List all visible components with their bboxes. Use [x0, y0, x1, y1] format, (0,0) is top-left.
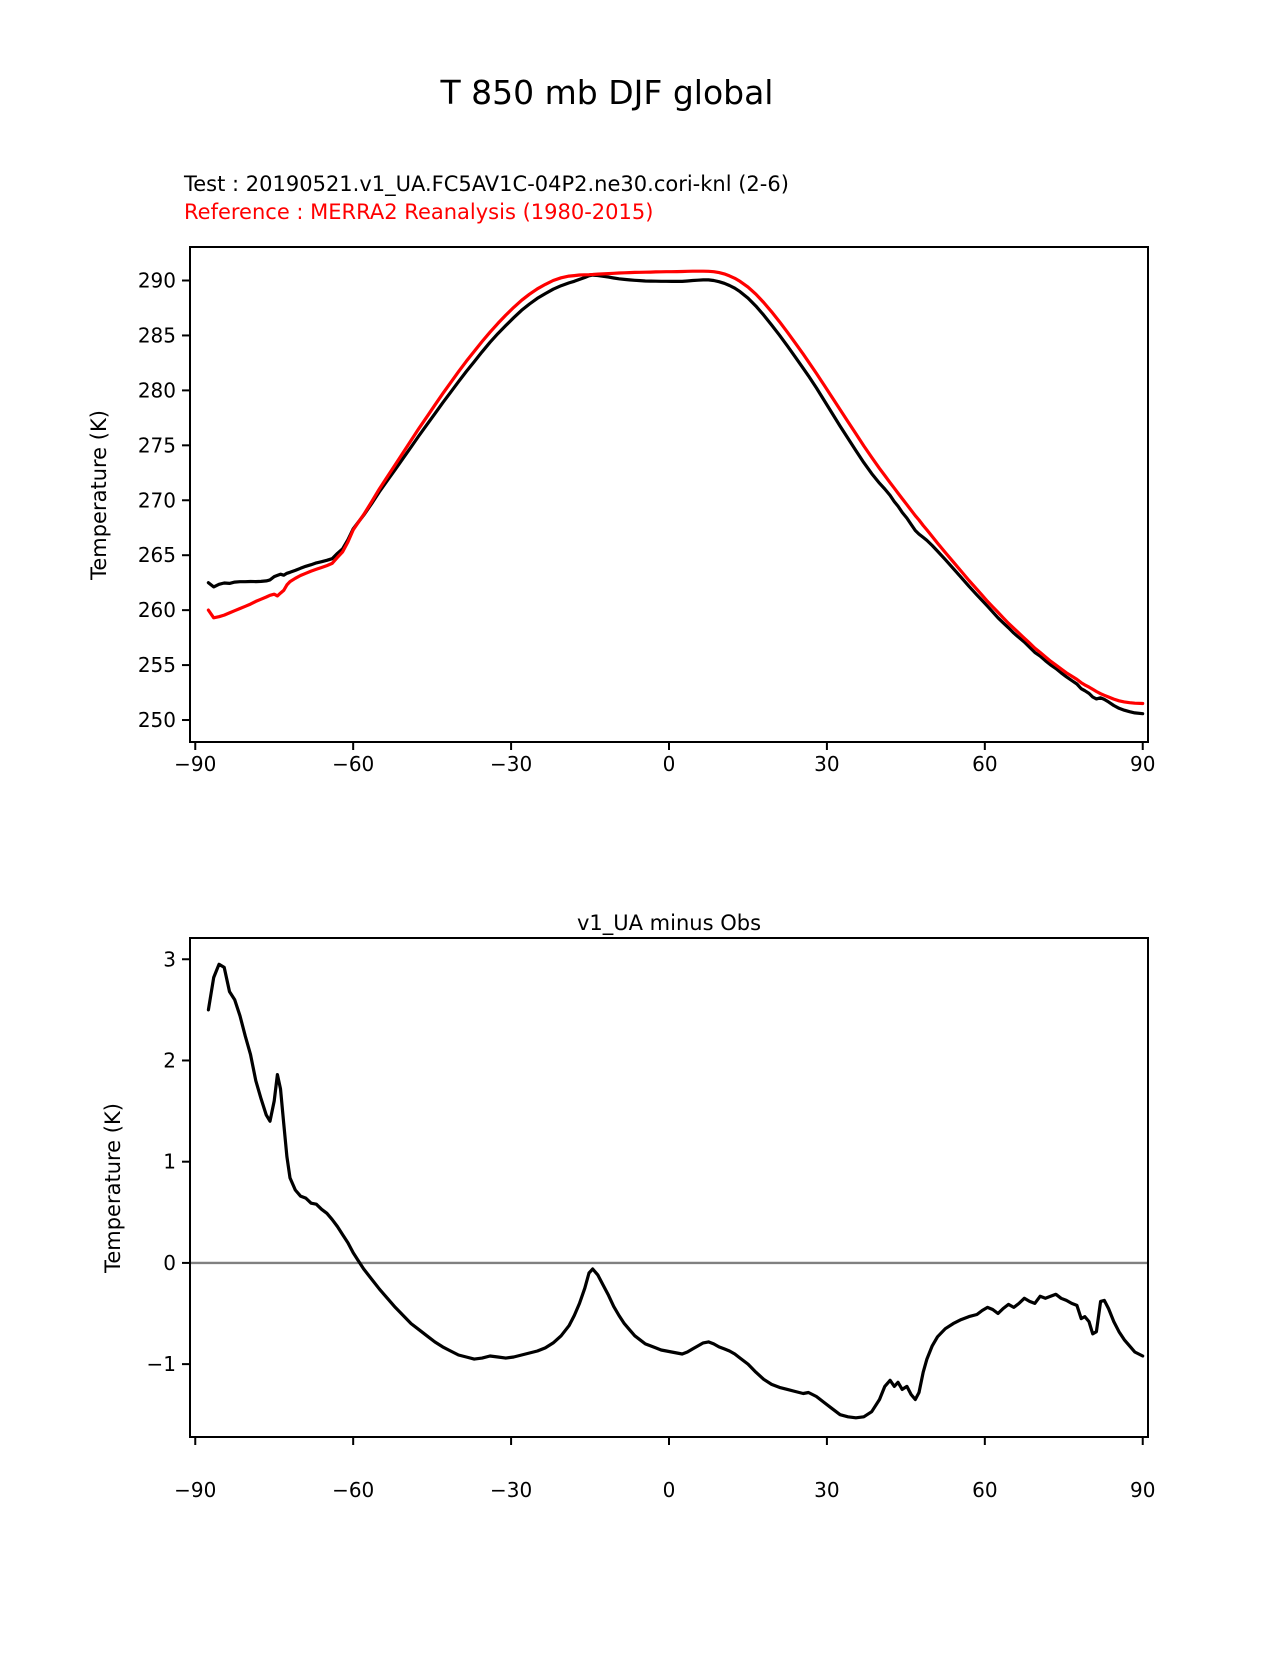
y-tick-label: 255	[137, 653, 176, 678]
y-tick-label: 280	[137, 378, 176, 403]
test-run-label: Test : 20190521.v1_UA.FC5AV1C-04P2.ne30.cori-knl (2-6)	[184, 172, 789, 196]
y-tick-label: 275	[137, 433, 176, 458]
y-tick-label: 250	[137, 708, 176, 733]
y-tick-label: 3	[163, 947, 176, 972]
reference-run-label: Reference : MERRA2 Reanalysis (1980-2015)	[184, 200, 654, 224]
bottom-chart-plot	[147, 938, 1156, 1502]
y-tick-label: 290	[137, 268, 176, 293]
x-tick-label: −60	[332, 1478, 375, 1502]
y-tick-label: −1	[146, 1352, 176, 1377]
top-chart	[138, 247, 1156, 776]
x-tick-label: 30	[814, 752, 840, 776]
x-tick-label: 60	[972, 752, 998, 776]
x-tick-label: −90	[174, 1478, 217, 1502]
y-tick-label: 1	[163, 1149, 176, 1174]
x-tick-label: 0	[662, 1478, 676, 1502]
x-tick-label: 0	[662, 752, 676, 776]
y-tick-label: 285	[137, 323, 176, 348]
bottom-y-axis-label: Temperature (K)	[101, 1103, 125, 1273]
figure-title: T 850 mb DJF global	[440, 73, 774, 112]
y-tick-label: 260	[137, 598, 176, 623]
v1-ua-minus-obs-line	[208, 964, 1142, 1418]
x-tick-label: −90	[174, 752, 217, 776]
test-v1-ua--line	[208, 275, 1142, 714]
x-tick-label: 30	[814, 1478, 840, 1502]
y-tick-label: 270	[137, 488, 176, 513]
x-tick-label: −30	[489, 1478, 533, 1502]
x-tick-label: −60	[332, 752, 375, 776]
y-tick-label: 265	[137, 543, 176, 568]
top-y-axis-label: Temperature (K)	[87, 410, 111, 580]
y-tick-label: 2	[163, 1048, 176, 1073]
reference-merra2--line	[208, 271, 1142, 703]
axes-frame	[190, 938, 1148, 1437]
axes-frame	[190, 247, 1148, 742]
bottom-chart-title: v1_UA minus Obs	[576, 911, 762, 935]
y-tick-label: 0	[163, 1250, 176, 1275]
x-tick-label: 60	[972, 1478, 998, 1502]
x-tick-label: 90	[1130, 752, 1156, 776]
x-tick-label: −30	[489, 752, 533, 776]
x-tick-label: 90	[1130, 1478, 1156, 1502]
